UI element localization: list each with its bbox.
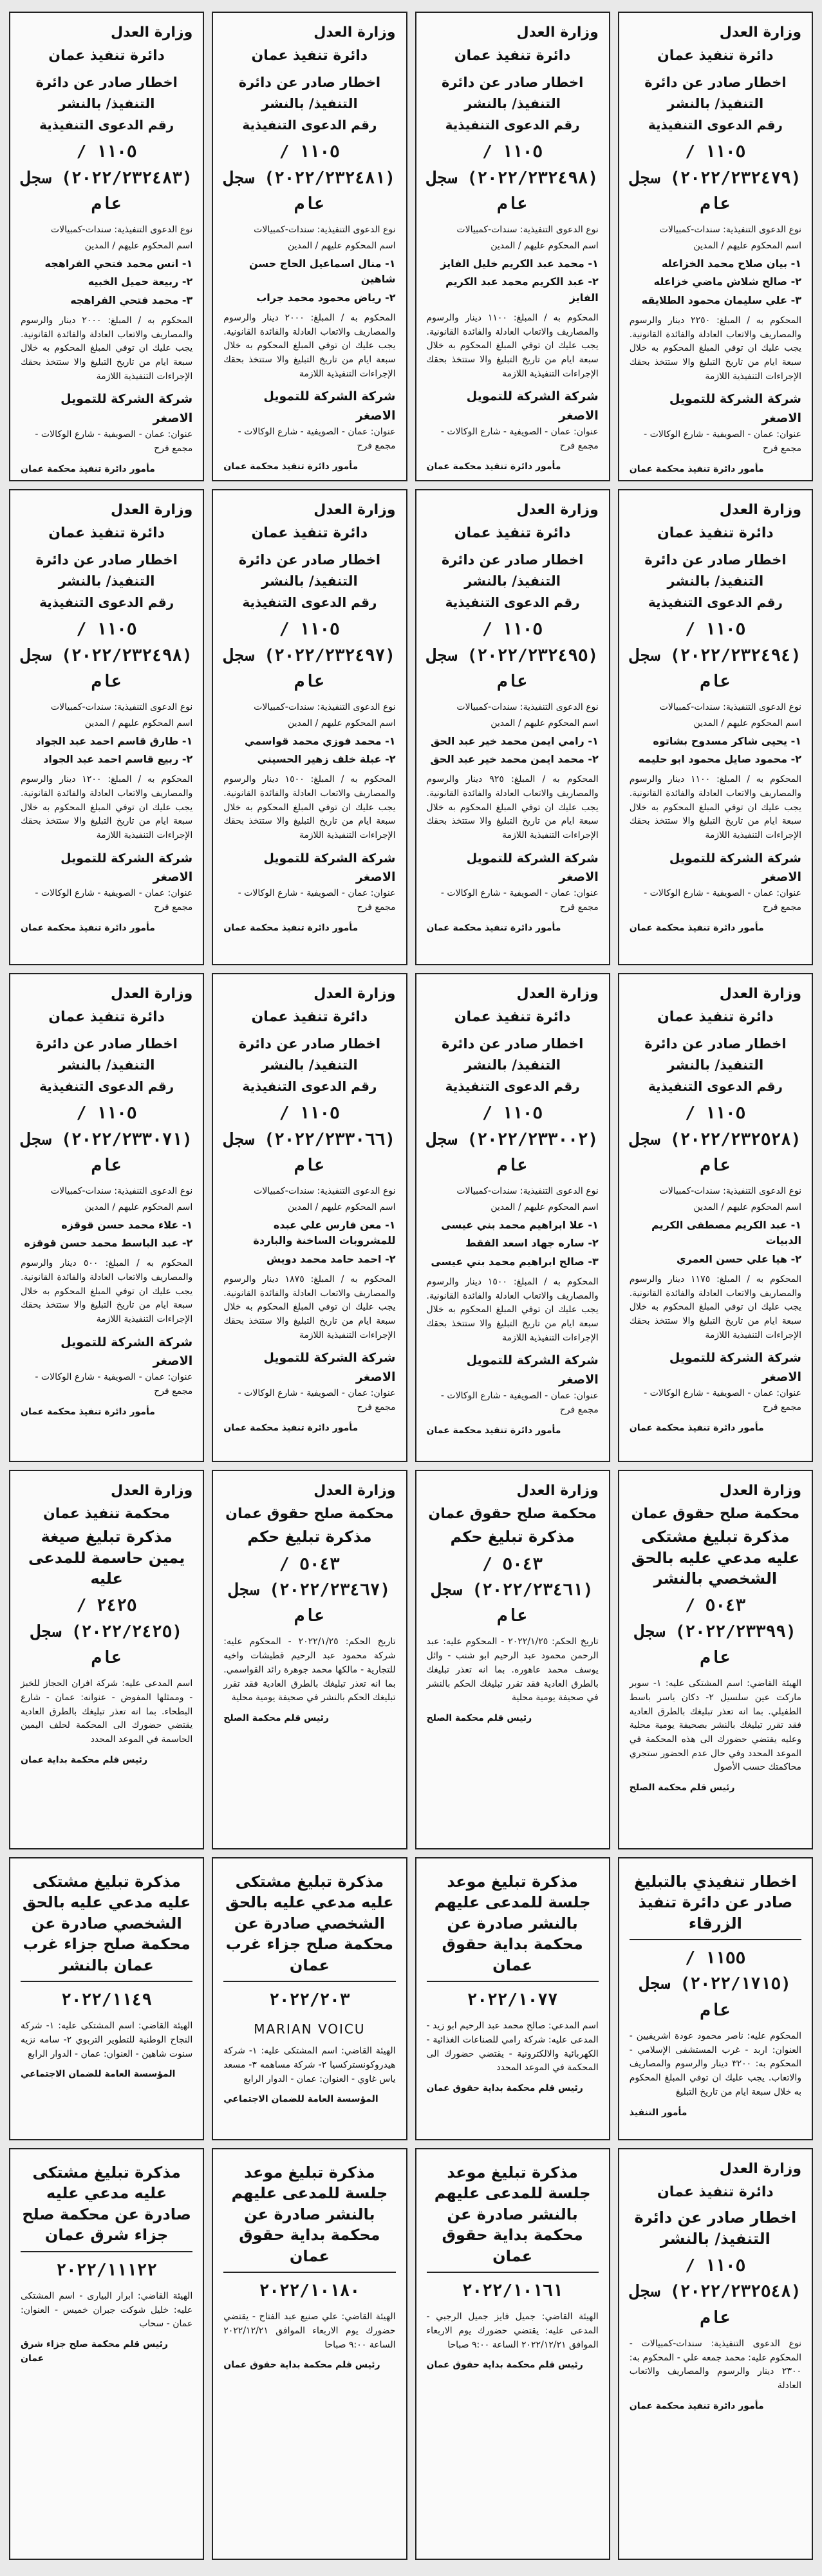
case-type: نوع الدعوى التنفيذية: سندات-كمبيالات (659, 1186, 801, 1197)
notice-signature: مأمور دائرة تنفيذ محكمة عمان (21, 1406, 155, 1417)
creditor-company: شركة الشركة للتمويل الاصغر (61, 851, 193, 885)
execution-notice (212, 973, 407, 1462)
latin-name: MARIAN VOICU (254, 2021, 366, 2037)
case-number: ١١٠٥ / (٢٠٢٢/٢٣٣٠٦٦) سجل عام (223, 1104, 395, 1175)
notice-subject: مذكرة تبليغ موعد جلسة للمدعى عليهم بالنشر صادرة عن محكمة بداية حقوق عمان (434, 1873, 591, 1974)
party-1: ١- يحيى شاكر مسدوح بشاتوه (653, 734, 801, 747)
notice-subject: اخطار صادر عن دائرة التنفيذ/ بالنشر (441, 75, 584, 111)
court-notice (212, 2148, 407, 2560)
case-number: ١١٠٥ / (٢٠٢٢/٢٣٢٤٨١) سجل عام (223, 142, 395, 214)
notice-body: المحكوم به / المبلغ: ١١٠٠ دينار والرسوم والمصاريف والاتعاب العادلة والفائدة القانونية. يجب عليك ان توفي المبلغ المحكوم به خلال سبعة ايام من تاريخ التبليغ والا ستتخذ بحقك الإجراءات التنفيذية اللازمة (629, 774, 801, 840)
ministry-title: وزارة العدل (313, 986, 396, 1002)
creditor-address: عنوان: عمان - الصويفية - شارع الوكالات - مجمع فرح (35, 888, 193, 913)
party-1: ١- محمد فوزي محمد قواسمي (244, 734, 396, 747)
court-notice (9, 2148, 204, 2560)
case-number: ١١٠٥ / (٢٠٢٢/٢٣٢٤٩٥) سجل عام (427, 620, 599, 691)
notice-signature: المؤسسة العامة للضمان الاجتماعي (21, 2069, 176, 2080)
notice-subject: مذكرة تبليغ مشتكى عليه مدعي عليه صادرة عن محكمة صلح جزاء شرق عمان (22, 2164, 191, 2245)
execution-notice (618, 973, 813, 1462)
court-notice (9, 1470, 204, 1849)
notice-body: الهيئة القاضي: ابرار البيارى - اسم المشتكى عليه: خليل شوكت جبران خميس - العنوان: عمان - سحاب (21, 2290, 193, 2330)
creditor-company: شركة الشركة للتمويل الاصغر (61, 1335, 193, 1369)
case-number: ١١٠٥ / (٢٠٢٢/٢٣٢٤٩٨) سجل عام (427, 142, 599, 214)
court-notice (212, 1857, 407, 2140)
party-1: ١- رامي ايمن محمد خير عبد الحق (430, 734, 599, 747)
party-2: ٢- هيا علي حسن العمري (676, 1253, 801, 1266)
case-title: رقم الدعوى التنفيذية (445, 117, 580, 133)
party-1: ١- معن فارس علي عبده للمشروبات الساخنة والباردة (253, 1218, 396, 1247)
party-1: ١- محمد عبد الكريم خليل الفايز (440, 257, 599, 270)
notice-signature: مأمور دائرة تنفيذ محكمة عمان (426, 922, 561, 933)
notice-body: الهيئة القاضي: علي صنيع عبد الفتاح - يقتضي حضورك يوم الاربعاء الموافق ٢٠٢٢/١٢/٢١ الساعة ٩:٠٠ صباحا (223, 2312, 396, 2350)
creditor-address: عنوان: عمان - الصويفية - شارع الوكالات - مجمع فرح (440, 1391, 599, 1415)
case-number: ١١٠٥ / (٢٠٢٢/٢٣٣٠٧١) سجل عام (21, 1104, 192, 1175)
court-title: محكمة صلح حقوق عمان (631, 1506, 800, 1523)
debtor-label: اسم المحكوم عليهم / المدين (693, 240, 801, 251)
creditor-address: عنوان: عمان - الصويفية - شارع الوكالات - مجمع فرح (238, 1388, 396, 1413)
debtor-label: اسم المحكوم عليهم / المدين (84, 718, 193, 728)
notice-subject: اخطار صادر عن دائرة التنفيذ/ بالنشر (238, 552, 381, 589)
notice-subject: اخطار صادر عن دائرة التنفيذ/ بالنشر (644, 1036, 787, 1073)
party-3: ٣- صالح ابراهيم محمد بني عيسى (431, 1256, 599, 1268)
court-notice (212, 1470, 407, 1849)
notice-body: المحكوم به / المبلغ: ١٥٠٠ دينار والرسوم والمصاريف والاتعاب العادلة والفائدة القانونية. يجب عليك ان توفي المبلغ المحكوم به خلال سبعة ايام من تاريخ التبليغ والا ستتخذ بحقك الإجراءات التنفيذية اللازمة (426, 1276, 599, 1343)
notice-signature: رئيس قلم محكمة الصلح (223, 1712, 329, 1723)
department-title: دائرة تنفيذ عمان (454, 1009, 571, 1026)
creditor-company: شركة الشركة للتمويل الاصغر (669, 392, 801, 425)
ministry-title: وزارة العدل (516, 502, 599, 518)
case-type: نوع الدعوى التنفيذية: سندات-كمبيالات (50, 1186, 193, 1197)
court-notice (415, 1470, 610, 1849)
case-number: ٢٠٢٢/١١٤٩ (61, 1990, 153, 2010)
party-2: ٢- ربيعة حميل الخبيه (88, 275, 193, 288)
notice-body: الهيئة القاضي: اسم المشتكى عليه: ١- شركة هيدروكونستركسيا ٢- شركة مساهمه ٣- مسعد ياس غاوي - العنوان: عمان - الدوار الرابع (223, 2046, 396, 2084)
ministry-title: وزارة العدل (516, 24, 599, 41)
execution-notice (415, 973, 610, 1462)
notice-subject: اخطار صادر عن دائرة التنفيذ/ بالنشر (441, 552, 584, 589)
notice-subject: اخطار صادر عن دائرة التنفيذ/ بالنشر (238, 75, 381, 111)
creditor-company: شركة الشركة للتمويل الاصغر (466, 389, 599, 423)
party-1: ١- طارق قاسم احمد عبد الجواد (35, 734, 193, 747)
party-1: ١- بيان صلاح محمد الخزاعله (661, 257, 801, 270)
case-number: ٥٠٤٣ / (٢٠٢٢/٢٣٤٦٧) سجل عام (229, 1554, 391, 1626)
case-type: نوع الدعوى التنفيذية: سندات-كمبيالات (456, 1186, 599, 1197)
notice-signature: مأمور دائرة تنفيذ محكمة عمان (629, 463, 764, 474)
creditor-address: عنوان: عمان - الصويفية - شارع الوكالات - مجمع فرح (644, 1388, 801, 1413)
divider (223, 2272, 395, 2273)
notice-subject: مذكرة تبليغ صيغة يمين حاسمة للمدعى عليه (28, 1528, 185, 1588)
party-1: ١- منال اسماعيل الحاج حسن شاهين (249, 257, 396, 286)
department-title: دائرة تنفيذ عمان (657, 48, 774, 64)
ministry-title: وزارة العدل (111, 24, 193, 41)
party-1: ١- علا ابراهيم محمد بني عيسى (441, 1218, 599, 1231)
ministry-title: وزارة العدل (516, 1483, 599, 1499)
department-title: دائرة تنفيذ عمان (251, 525, 368, 542)
creditor-address: عنوان: عمان - الصويفية - شارع الوكالات - مجمع فرح (238, 427, 396, 451)
notice-signature: رئيس قلم محكمة بداية حقوق عمان (426, 2360, 583, 2371)
notice-body: المحكوم عليه: ناصر محمود عودة اشريفيين - العنوان: اربد - غرب المستشفى الإسلامي - المحكوم به: ٣٢٠٠ دينار والرسوم والمصاريف والاتعاب. يجب عليك ان توفي المبلغ المحكوم به خلال سبعة ايام من تاريخ التبليغ (629, 2031, 802, 2097)
department-title: دائرة تنفيذ عمان (48, 48, 165, 64)
notice-subject: مذكرة تبليغ مشتكى عليه مدعي عليه بالحق الشخصي صادرة عن محكمة صلح جزاء غرب عمان بالنشر (22, 1873, 191, 1974)
party-1: ١- انس محمد فتحي الفراهجه (44, 257, 193, 270)
case-title: رقم الدعوى التنفيذية (39, 595, 174, 611)
notice-body: تاريخ الحكم: ٢٠٢٢/١/٢٥ - المحكوم عليه: عبد الرحمن محمود عبد الرحيم ابو شنب - وائل يوسف محمد عاهوره. بما انه تعذر تبليغك بالطرق العادية فقد تقرر تبليغك الحكم بالنشر في صحيفة يومية محلية (426, 1636, 599, 1703)
notice-subject: اخطار صادر عن دائرة التنفيذ/ بالنشر (35, 1036, 178, 1073)
court-notice (9, 1857, 204, 2140)
notice-signature: رئيس قلم محكمة الصلح (426, 1712, 532, 1723)
ministry-title: وزارة العدل (111, 1483, 193, 1499)
party-1: ١- عبد الكريم مصطفى الكريم الدبيات (651, 1218, 801, 1247)
divider (223, 1981, 395, 1982)
case-type: نوع الدعوى التنفيذية: سندات-كمبيالات (254, 225, 396, 236)
debtor-label: اسم المحكوم عليهم / المدين (490, 718, 599, 728)
creditor-address: عنوان: عمان - الصويفية - شارع الوكالات - مجمع فرح (440, 427, 599, 451)
notice-body: الهيئة القاضي: اسم المشتكى عليه: ١- سوبر ماركت عين سلسيل ٢- دكان ياسر باسط الطفيلي. بما انه تعذر تبليغك بالطرق العادية فقد تقرر تبليغك بالنشر بصحيفة يومية محلية وعليه يقتضي حضورك الى هذه المحكمة في الموعد المحدد وفي حال عدم الحضور ستجري محاكمتك حسب الأصول (629, 1678, 801, 1773)
notice-body: المحكوم به / المبلغ: ١٢٠٠ دينار والرسوم والمصاريف والاتعاب العادلة والفائدة القانونية. يجب عليك ان توفي المبلغ المحكوم به خلال سبعة ايام من تاريخ التبليغ والا ستتخذ بحقك الإجراءات التنفيذية اللازمة (21, 774, 193, 840)
department-title: دائرة تنفيذ عمان (657, 525, 774, 542)
case-type: نوع الدعوى التنفيذية: سندات-كمبيالات (254, 1186, 396, 1197)
execution-notice (618, 12, 813, 481)
notice-subject: اخطار صادر عن دائرة التنفيذ/ بالنشر (634, 2209, 797, 2248)
notice-signature: المؤسسة العامة للضمان الاجتماعي (223, 2094, 378, 2105)
notice-signature: مأمور دائرة تنفيذ محكمة عمان (426, 1425, 561, 1436)
department-title: دائرة تنفيذ عمان (48, 525, 165, 542)
creditor-company: شركة الشركة للتمويل الاصغر (669, 851, 801, 885)
case-number: ١١٥٥ / (٢٠٢٢/١٧١٥) سجل عام (639, 1949, 791, 2020)
case-number: ٢٠٢٢/١٠٧٧ (467, 1990, 558, 2010)
notice-signature: مأمور دائرة تنفيذ محكمة عمان (223, 922, 359, 933)
execution-notice (415, 489, 610, 965)
notice-subject: اخطار صادر عن دائرة التنفيذ/ بالنشر (441, 1036, 584, 1073)
debtor-label: اسم المحكوم عليهم / المدين (84, 240, 193, 251)
notice-signature: مأمور دائرة تنفيذ محكمة عمان (21, 922, 155, 933)
creditor-company: شركة الشركة للتمويل الاصغر (263, 1351, 396, 1384)
case-title: رقم الدعوى التنفيذية (445, 595, 580, 611)
case-number: ٥٠٤٣ / (٢٠٢٢/٢٣٣٩٩) سجل عام (635, 1596, 796, 1667)
creditor-address: عنوان: عمان - الصويفية - شارع الوكالات - مجمع فرح (238, 888, 396, 913)
case-type: نوع الدعوى التنفيذية: سندات-كمبيالات (456, 702, 599, 713)
notice-subject: اخطار صادر عن دائرة التنفيذ/ بالنشر (644, 552, 787, 589)
case-title: رقم الدعوى التنفيذية (648, 595, 783, 611)
case-number: ٥٠٤٣ / (٢٠٢٢/٢٣٤٦١) سجل عام (431, 1554, 593, 1626)
divider (21, 2251, 192, 2252)
creditor-address: عنوان: عمان - الصويفية - شارع الوكالات - مجمع فرح (35, 1372, 193, 1397)
court-notice (618, 1470, 813, 1849)
case-number: ١١٠٥ / (٢٠٢٢/٢٣٢٤٩٤) سجل عام (630, 620, 801, 691)
notices-grid (9, 12, 813, 2560)
notice-body: تاريخ الحكم: ٢٠٢٢/١/٢٥ - المحكوم عليه: شركة محمود عبد الرحيم قطيشات واخيه للتجارية - مالكها محمد جوهرة رائد القواسمي. بما انه تعذر تبليغك بالطرق العادية فقد تقرر تبليغك الحكم بالنشر في صحيفة يومية محلية (223, 1636, 396, 1703)
party-2: ٢- عبلة خلف زهير الحسيني (257, 753, 396, 766)
department-title: دائرة تنفيذ عمان (454, 525, 571, 542)
notice-body: الهيئة القاضي: جميل فايز جميل الرجبي - المدعى عليه: يقتضي حضورك يوم الاربعاء الموافق ٢٠٢٢/١٢/٢١ الساعة ٩:٠٠ صباحا (426, 2312, 599, 2350)
divider (630, 1939, 801, 1940)
notice-body: المحكوم به / المبلغ: ١١٧٥ دينار والرسوم والمصاريف والاتعاب العادلة والفائدة القانونية. يجب عليك ان توفي المبلغ المحكوم به خلال سبعة ايام من تاريخ التبليغ والا ستتخذ بحقك الإجراءات التنفيذية اللازمة (629, 1274, 801, 1340)
notice-subject: مذكرة تبليغ مشتكى عليه مدعي عليه بالحق الشخصي بالنشر (631, 1528, 800, 1588)
creditor-company: شركة الشركة للتمويل الاصغر (466, 1353, 599, 1387)
party-2: ٢- احمد حامد محمد دويش (266, 1253, 396, 1266)
department-title: دائرة تنفيذ عمان (251, 1009, 368, 1026)
debtor-label: اسم المحكوم عليهم / المدين (490, 1201, 599, 1212)
party-2: ٢- صالح شلاش ماضي خزاعله (653, 275, 801, 288)
notice-signature: رئيس قلم محكمة بداية حقوق عمان (426, 2083, 583, 2093)
notice-body: المحكوم به / المبلغ: ٩٢٥ دينار والرسوم والمصاريف والاتعاب العادلة والفائدة القانونية. يجب عليك ان توفي المبلغ المحكوم به خلال سبعة ايام من تاريخ التبليغ والا ستتخذ بحقك الإجراءات التنفيذية اللازمة (426, 774, 599, 840)
ministry-title: وزارة العدل (719, 2161, 801, 2177)
creditor-company: شركة الشركة للتمويل الاصغر (466, 851, 599, 885)
department-title: دائرة تنفيذ عمان (251, 48, 368, 64)
case-type: نوع الدعوى التنفيذية: سندات-كمبيالات (456, 225, 599, 236)
case-type: نوع الدعوى التنفيذية: سندات-كمبيالات (659, 702, 801, 713)
party-2: ٢- محمد ايمن محمد خير عبد الحق (430, 753, 599, 766)
debtor-label: اسم المحكوم عليهم / المدين (693, 1201, 801, 1212)
court-notice (618, 1857, 813, 2140)
case-type: نوع الدعوى التنفيذية: سندات-كمبيالات (254, 702, 396, 713)
ministry-title: وزارة العدل (719, 1483, 801, 1499)
creditor-company: شركة الشركة للتمويل الاصغر (61, 392, 193, 425)
notice-subject: مذكرة تبليغ موعد جلسة للمدعى عليهم بالنشر صادرة عن محكمة بداية حقوق عمان (231, 2164, 388, 2265)
notice-subject: مذكرة تبليغ حكم (450, 1528, 575, 1546)
notice-subject: مذكرة تبليغ موعد جلسة للمدعى عليهم بالنشر صادرة عن محكمة بداية حقوق عمان (434, 2164, 591, 2265)
case-title: رقم الدعوى التنفيذية (445, 1079, 580, 1095)
court-notice (415, 1857, 610, 2140)
notice-subject: اخطار صادر عن دائرة التنفيذ/ بالنشر (35, 552, 178, 589)
case-title: رقم الدعوى التنفيذية (39, 1079, 174, 1095)
notice-subject: مذكرة تبليغ مشتكى عليه مدعي عليه بالحق الشخصي صادرة عن محكمة صلح جزاء غرب عمان (225, 1873, 394, 1974)
party-1: ١- علاء محمد حسن قوقزه (61, 1218, 193, 1231)
case-number: ٢٤٢٥ / (٢٠٢٢/٢٤٢٥) سجل عام (31, 1596, 183, 1667)
case-number: ١١٠٥ / (٢٠٢٢/٢٣٣٠٠٢) سجل عام (427, 1104, 599, 1175)
creditor-address: عنوان: عمان - الصويفية - شارع الوكالات - مجمع فرح (35, 429, 193, 454)
court-notice (618, 2148, 813, 2560)
department-title: دائرة تنفيذ عمان (454, 48, 571, 64)
creditor-company: شركة الشركة للتمويل الاصغر (669, 1351, 801, 1384)
notice-body: اسم المدعي: صالح محمد عبد الرحيم ابو زيد - المدعى عليه: شركة رامي للصناعات الغذائية - الكهربائية والالكترونية - يقتضي حضورك الى المحكمة في الموعد المحدد (426, 2021, 599, 2073)
creditor-address: عنوان: عمان - الصويفية - شارع الوكالات - مجمع فرح (644, 888, 801, 913)
execution-notice (415, 12, 610, 481)
notice-body: المحكوم به / المبلغ: ١١٠٠ دينار والرسوم والمصاريف والاتعاب العادلة والفائدة القانونية. يجب عليك ان توفي المبلغ المحكوم به خلال سبعة ايام من تاريخ التبليغ والا ستتخذ بحقك الإجراءات التنفيذية اللازمة (426, 312, 599, 379)
case-type: نوع الدعوى التنفيذية: سندات-كمبيالات (659, 225, 801, 236)
case-title: رقم الدعوى التنفيذية (242, 117, 377, 133)
party-2: ٢- عبد الكريم محمد عبد الكريم الفايز (445, 275, 599, 304)
case-title: رقم الدعوى التنفيذية (242, 595, 377, 611)
case-number: ١١٠٥ / (٢٠٢٢/٢٣٢٤٧٩) سجل عام (630, 142, 801, 214)
notice-subject: مذكرة تبليغ حكم (247, 1528, 372, 1546)
notice-subject: اخطار صادر عن دائرة التنفيذ/ بالنشر (238, 1036, 381, 1073)
court-title: محكمة تنفيذ عمان (42, 1506, 171, 1523)
party-3: ٣- علي سليمان محمود الطلايقه (641, 294, 801, 307)
notice-signature: رئيس قلم محكمة الصلح (629, 1783, 735, 1793)
case-title: رقم الدعوى التنفيذية (39, 117, 174, 133)
case-number: ١١٠٥ / (٢٠٢٢/٢٣٢٤٨٣) سجل عام (21, 142, 192, 214)
case-number: ٢٠٢٢/١٠١٦١ (462, 2281, 563, 2301)
case-number: ١١٠٥ / (٢٠٢٢/٢٣٢٤٩٨) سجل عام (21, 620, 192, 691)
debtor-label: اسم المحكوم عليهم / المدين (287, 240, 396, 251)
debtor-label: اسم المحكوم عليهم / المدين (490, 240, 599, 251)
ministry-title: وزارة العدل (719, 24, 801, 41)
creditor-company: شركة الشركة للتمويل الاصغر (263, 389, 396, 423)
notice-body: المحكوم به / المبلغ: ٢٠٠٠ دينار والرسوم والمصاريف والاتعاب العادلة والفائدة القانونية. يجب عليك ان توفي المبلغ المحكوم به خلال سبعة ايام من تاريخ التبليغ والا ستتخذ بحقك الإجراءات التنفيذية اللازمة (223, 312, 396, 379)
case-number: ٢٠٢٢/١١١٢٢ (56, 2260, 157, 2280)
party-2: ٢- رياض محمود محمد جراب (256, 292, 396, 304)
execution-notice (9, 12, 204, 481)
notice-signature: رئيس قلم محكمة بداية عمان (21, 1754, 147, 1765)
department-title: دائرة تنفيذ عمان (657, 1009, 774, 1026)
case-title: رقم الدعوى التنفيذية (242, 1079, 377, 1095)
ministry-title: وزارة العدل (719, 502, 801, 518)
notice-body: المحكوم به / المبلغ: ٢٢٥٠ دينار والرسوم والمصاريف والاتعاب العادلة والفائدة القانونية. يجب عليك ان توفي المبلغ المحكوم به خلال سبعة ايام من تاريخ التبليغ والا ستتخذ بحقك الإجراءات التنفيذية اللازمة (629, 315, 801, 382)
party-2: ٢- عبد الباسط محمد حسن قوقزه (24, 1237, 193, 1250)
ministry-title: وزارة العدل (719, 986, 801, 1002)
creditor-address: عنوان: عمان - الصويفية - شارع الوكالات - مجمع فرح (644, 429, 801, 454)
notice-subject: اخطار صادر عن دائرة التنفيذ/ بالنشر (35, 75, 178, 111)
notice-subject: اخطار صادر عن دائرة التنفيذ/ بالنشر (644, 75, 787, 111)
court-title: دائرة تنفيذ عمان (657, 2184, 774, 2201)
ministry-title: وزارة العدل (313, 1483, 396, 1499)
case-number: ٢٠٢٢/١٠١٨٠ (259, 2281, 360, 2301)
case-title: رقم الدعوى التنفيذية (648, 117, 783, 133)
debtor-label: اسم المحكوم عليهم / المدين (287, 718, 396, 728)
case-type: نوع الدعوى التنفيذية: سندات-كمبيالات (50, 702, 193, 713)
execution-notice (9, 973, 204, 1462)
execution-notice (212, 489, 407, 965)
notice-signature: مأمور التنفيذ (629, 2107, 687, 2118)
notice-signature: مأمور دائرة تنفيذ محكمة عمان (223, 1422, 359, 1433)
ministry-title: وزارة العدل (313, 24, 396, 41)
notice-body: المحكوم به / المبلغ: ٥٠٠ دينار والرسوم والمصاريف والاتعاب العادلة والفائدة القانونية. يجب عليك ان توفي المبلغ المحكوم به خلال سبعة ايام من تاريخ التبليغ والا ستتخذ بحقك الإجراءات التنفيذية اللازمة (21, 1258, 193, 1324)
ministry-title: وزارة العدل (111, 986, 193, 1002)
party-3: ٣- محمد فتحي الفراهجه (70, 294, 193, 307)
execution-notice (9, 489, 204, 965)
court-title: محكمة صلح حقوق عمان (225, 1506, 394, 1523)
execution-notice (618, 489, 813, 965)
court-title: محكمة صلح حقوق عمان (428, 1506, 597, 1523)
ministry-title: وزارة العدل (313, 502, 396, 518)
notice-body: نوع الدعوى التنفيذية: سندات-كمبيالات - المحكوم عليه: محمد جمعه علي - المحكوم به: ٢٣٠٠ دينار والرسوم والمصاريف والاتعاب العادلة (629, 2338, 801, 2391)
notice-body: المحكوم به / المبلغ: ١٨٧٥ دينار والرسوم والمصاريف والاتعاب العادلة والفائدة القانونية. يجب عليك ان توفي المبلغ المحكوم به خلال سبعة ايام من تاريخ التبليغ والا ستتخذ بحقك الإجراءات التنفيذية اللازمة (223, 1274, 396, 1340)
notice-signature: رئيس قلم محكمة بداية حقوق عمان (223, 2360, 380, 2371)
notice-body: المحكوم به / المبلغ: ١٥٠٠ دينار والرسوم والمصاريف والاتعاب العادلة والفائدة القانونية. يجب عليك ان توفي المبلغ المحكوم به خلال سبعة ايام من تاريخ التبليغ والا ستتخذ بحقك الإجراءات التنفيذية اللازمة (223, 774, 396, 840)
notice-body: المحكوم به / المبلغ: ٢٠٠٠ دينار والرسوم والمصاريف والاتعاب العادلة والفائدة القانونية. يجب عليك ان توفي المبلغ المحكوم به خلال سبعة ايام من تاريخ التبليغ والا ستتخذ بحقك الإجراءات التنفيذية اللازمة (21, 315, 193, 382)
divider (21, 1981, 192, 1982)
notice-signature: مأمور دائرة تنفيذ محكمة عمان (629, 2400, 764, 2411)
party-2: ٢- محمود صايل محمود ابو حليمه (638, 753, 801, 766)
debtor-label: اسم المحكوم عليهم / المدين (287, 1201, 396, 1212)
court-notice (415, 2148, 610, 2560)
notice-subject: اخطار تنفيذي بالتبليغ صادر عن دائرة تنفيذ الزرقاء (633, 1873, 797, 1932)
divider (427, 1981, 599, 1982)
notice-signature: مأمور دائرة تنفيذ محكمة عمان (629, 922, 764, 933)
creditor-company: شركة الشركة للتمويل الاصغر (263, 851, 396, 885)
department-title: دائرة تنفيذ عمان (48, 1009, 165, 1026)
notice-signature: مأمور دائرة تنفيذ محكمة عمان (629, 1422, 764, 1433)
case-type: نوع الدعوى التنفيذية: سندات-كمبيالات (50, 225, 193, 236)
execution-notice (212, 12, 407, 481)
creditor-address: عنوان: عمان - الصويفية - شارع الوكالات - مجمع فرح (440, 888, 599, 913)
debtor-label: اسم المحكوم عليهم / المدين (84, 1201, 193, 1212)
ministry-title: وزارة العدل (516, 986, 599, 1002)
case-number: ١١٠٥ / (٢٠٢٢/٢٣٢٤٩٧) سجل عام (223, 620, 395, 691)
ministry-title: وزارة العدل (111, 502, 193, 518)
debtor-label: اسم المحكوم عليهم / المدين (693, 718, 801, 728)
notice-body: الهيئة القاضي: اسم المشتكى عليه: ١- شركة النجاح الوطنية للتطوير التربوي ٢- سامه نزيه سنوت شاهين - العنوان: عمان - الدوار الرابع (21, 2021, 193, 2059)
party-2: ٢- ساره جهاد اسعد الفقط (465, 1237, 599, 1250)
notice-signature: مأمور دائرة تنفيذ محكمة عمان (426, 461, 561, 472)
case-number: ١١٠٥ / (٢٠٢٢/٢٣٢٥٢٨) سجل عام (630, 1104, 801, 1175)
case-number: ٢٠٢٢/٢٠٣ (269, 1990, 350, 2010)
notice-signature: مأمور دائرة تنفيذ محكمة عمان (223, 461, 359, 472)
case-number: ١١٠٥ / (٢٠٢٢/٢٣٢٥٤٨) سجل عام (630, 2256, 801, 2328)
notice-signature: رئيس قلم محكمة صلح جزاء شرق عمان (21, 2339, 168, 2364)
party-2: ٢- ربيع قاسم احمد عبد الجواد (43, 753, 193, 766)
divider (427, 2272, 599, 2273)
case-title: رقم الدعوى التنفيذية (648, 1079, 783, 1095)
notice-signature: مأمور دائرة تنفيذ محكمة عمان (21, 463, 155, 474)
notice-body: اسم المدعى عليه: شركة افران الحجاز للخبز - وممثلها المفوض - عنوانه: عمان - شارع البطحاء. بما انه تعذر تبليغك بالطرق العادية يقتضي حضورك الى المحكمة لحلف اليمين الحاسمة في الموعد المحدد (21, 1678, 193, 1745)
